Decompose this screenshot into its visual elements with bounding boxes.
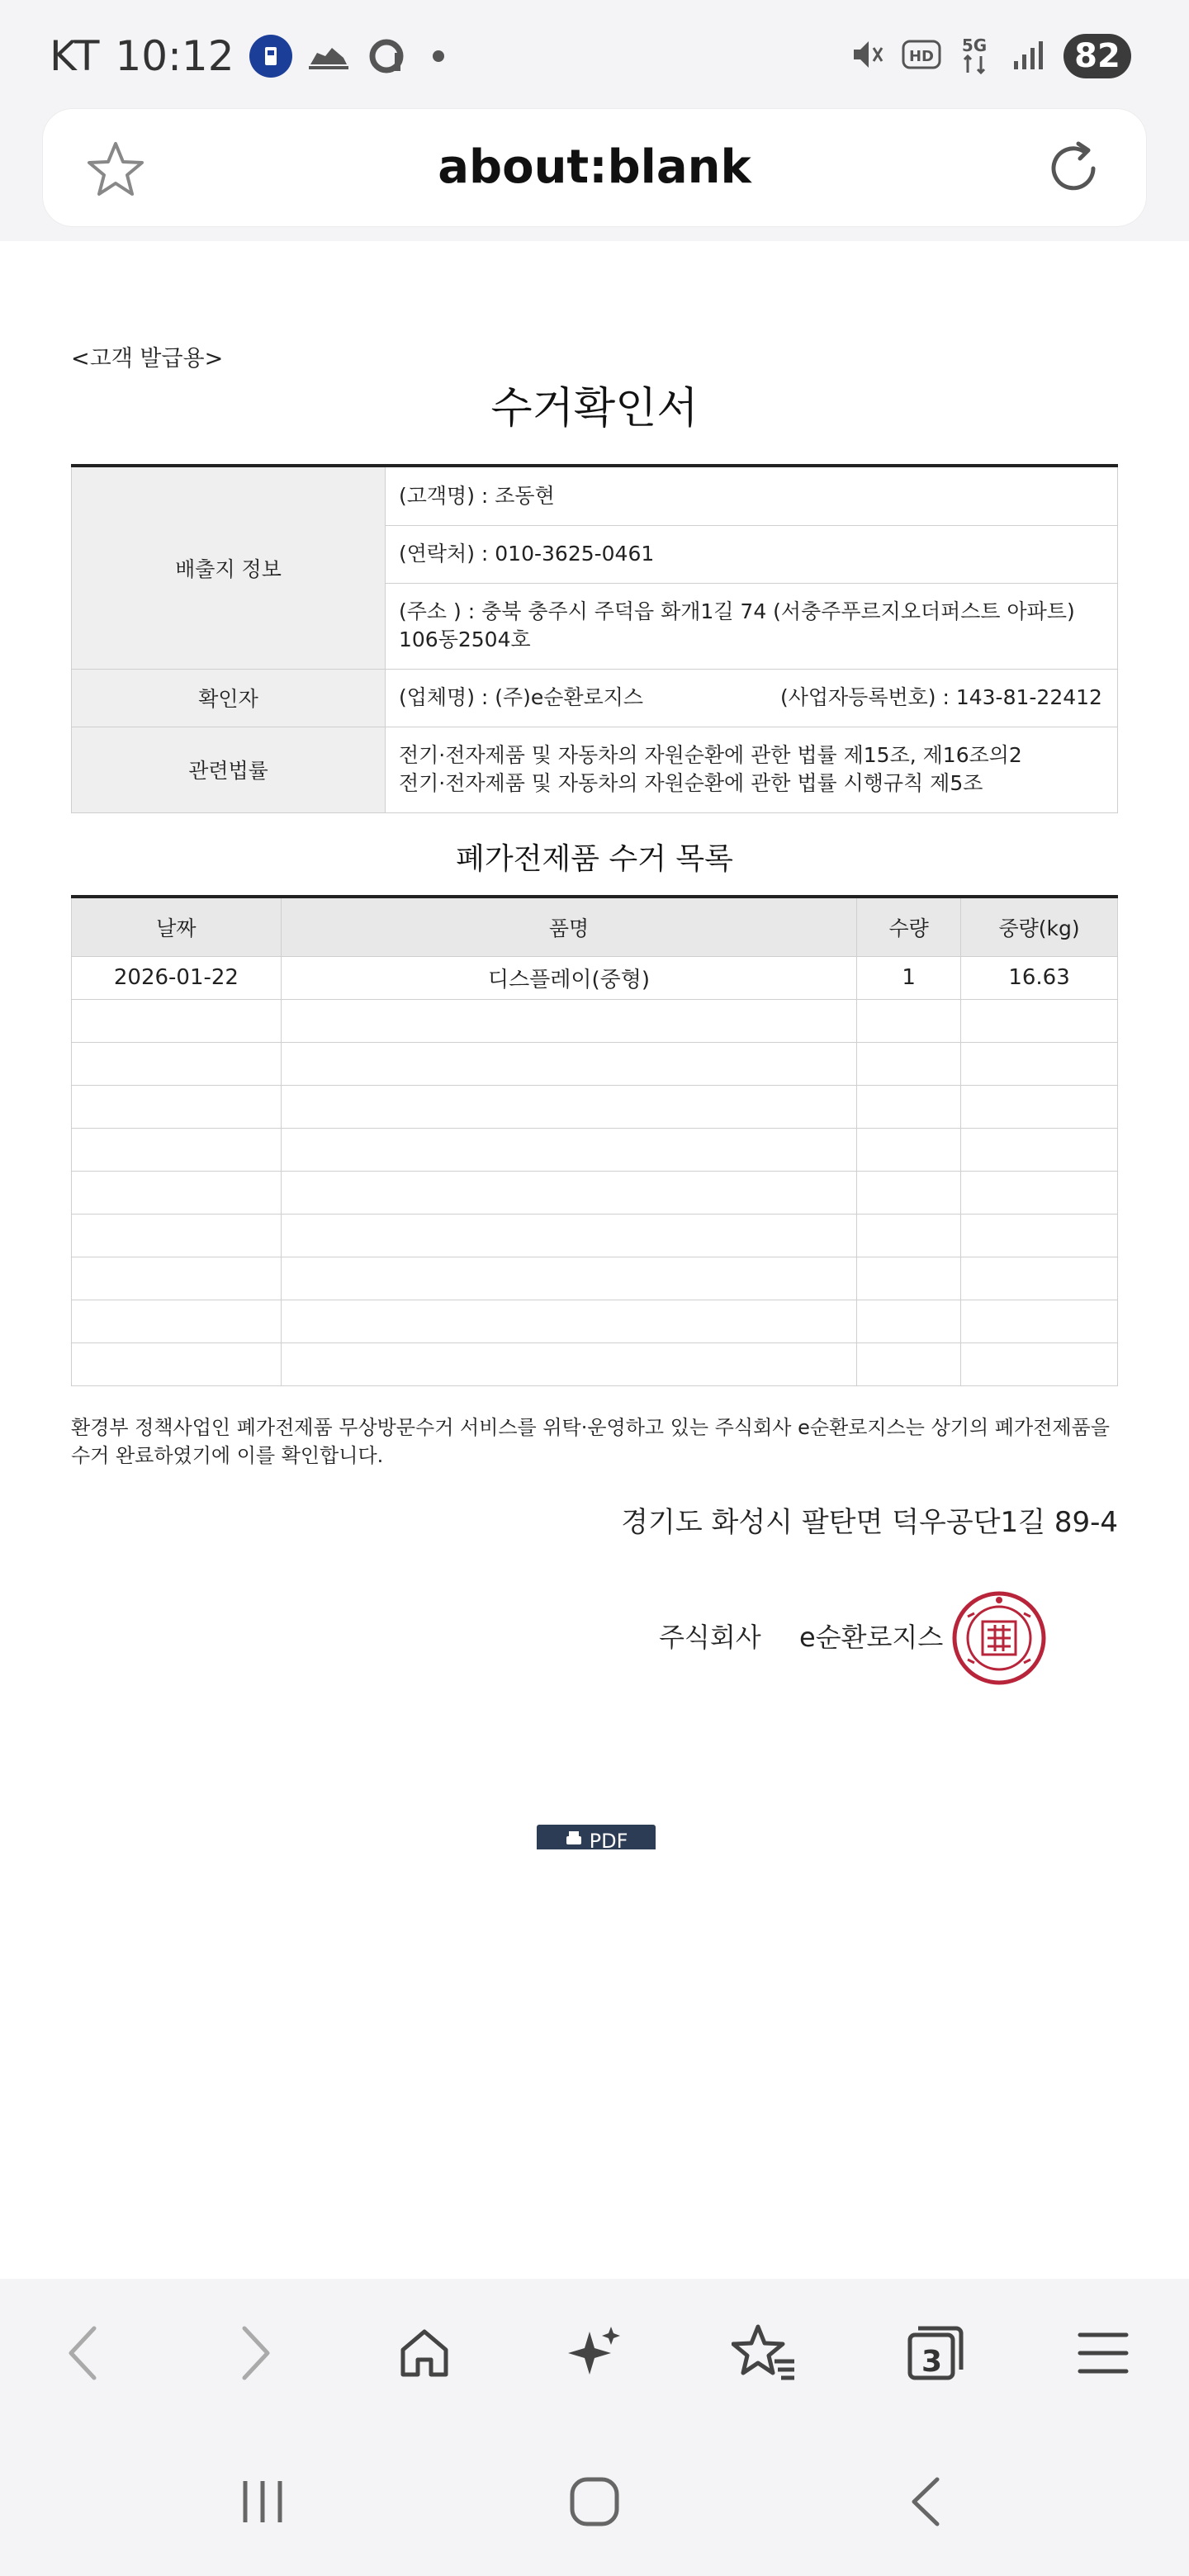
shoe-notification-icon [307, 35, 350, 78]
pdf-button-label: PDF [589, 1830, 628, 1849]
ai-sparkle-icon[interactable] [553, 2312, 636, 2394]
cell-item: 디스플레이(중형) [281, 956, 856, 999]
cell-weight [961, 1085, 1118, 1128]
customer-address [386, 583, 1118, 669]
more-notifications-dot [433, 50, 444, 62]
table-row [72, 1342, 1118, 1385]
col-quantity: 수량 [857, 897, 961, 956]
company-seal-stamp [950, 1589, 1049, 1688]
pdf-download-button[interactable] [537, 1825, 656, 1849]
cell-quantity [857, 1085, 961, 1128]
table-row [72, 1085, 1118, 1128]
cell-item [281, 999, 856, 1042]
table-row [72, 1257, 1118, 1300]
cell-weight [961, 1214, 1118, 1257]
related-law-info [386, 727, 1118, 812]
table-row [72, 1300, 1118, 1342]
cell-item [281, 1342, 856, 1385]
related-law-header: 관련법률 [72, 727, 386, 812]
table-row [72, 1128, 1118, 1171]
cell-date [72, 1042, 282, 1085]
cell-quantity [857, 1214, 961, 1257]
cell-quantity [857, 1342, 961, 1385]
address-line-1: (주소 ) : 충북 충주시 주덕읍 화개1길 74 (서충주푸르지오더퍼스트 아파트) [399, 599, 1075, 623]
cell-date: 2026-01-22 [72, 956, 282, 999]
discharge-info-table [71, 464, 1118, 813]
cell-quantity [857, 1128, 961, 1171]
cell-date [72, 1300, 282, 1342]
cell-item [281, 1128, 856, 1171]
url-text[interactable]: about:blank [438, 140, 751, 194]
5g-signal-icon [958, 33, 994, 79]
company-prefix: 주식회사 [659, 1622, 761, 1653]
cell-item [281, 1300, 856, 1342]
a-notification-icon [365, 35, 408, 78]
cell-weight [961, 999, 1118, 1042]
cell-date [72, 1342, 282, 1385]
cell-date [72, 1171, 282, 1214]
cell-item [281, 1214, 856, 1257]
document-title: 수거확인서 [490, 384, 699, 433]
address-line-2: 106동2504호 [399, 627, 531, 651]
mute-icon [849, 36, 885, 76]
battery-indicator: 82 [1063, 34, 1131, 78]
confirmer-header: 확인자 [72, 669, 386, 727]
table-row [72, 1042, 1118, 1085]
col-date: 날짜 [72, 897, 282, 956]
cell-weight [961, 1171, 1118, 1214]
reload-icon[interactable] [1039, 134, 1108, 203]
cell-weight [961, 1342, 1118, 1385]
cell-signal-icon [1011, 36, 1047, 76]
notice-line-2: 수거 완료하였기에 이를 확인합니다. [71, 1444, 384, 1467]
carrier-label: KT [50, 32, 101, 80]
svg-text:HD: HD [908, 48, 935, 65]
tab-count: 3 [921, 2345, 943, 2379]
company-address: 경기도 화성시 팔탄면 덕우공단1길 89-4 [621, 1506, 1118, 1539]
cell-quantity [857, 1257, 961, 1300]
customer-contact: (연락처) : 010-3625-0461 [386, 525, 1118, 583]
col-weight: 중량(kg) [961, 897, 1118, 956]
company-name-field: (업체명) : (주)e순환로지스 [399, 685, 644, 709]
cell-quantity [857, 1171, 961, 1214]
hd-voice-icon [902, 38, 941, 74]
cell-date [72, 1214, 282, 1257]
collection-list-table [71, 895, 1118, 1386]
confirmer-info [386, 669, 1118, 727]
cell-item [281, 1085, 856, 1128]
cell-date [72, 1128, 282, 1171]
discharge-info-header: 배출지 정보 [72, 466, 386, 669]
confirmation-notice [71, 1413, 1118, 1470]
cell-quantity: 1 [857, 956, 961, 999]
recent-apps-icon[interactable] [221, 2460, 304, 2543]
col-item: 품명 [281, 897, 856, 956]
cell-quantity [857, 999, 961, 1042]
collection-list-title: 폐가전제품 수거 목록 [456, 842, 733, 876]
business-number-field: (사업자등록번호) : 143-81-22412 [779, 685, 1102, 709]
status-bar [0, 0, 1189, 109]
notice-line-1: 환경부 정책사업인 폐가전제품 무상방문수거 서비스를 위탁·운영하고 있는 주식회사 e순환로지스는 상기의 폐가전제품을 [71, 1416, 1110, 1439]
table-row [72, 999, 1118, 1042]
menu-icon[interactable] [1062, 2312, 1144, 2394]
back-icon[interactable] [41, 2312, 124, 2394]
printer-icon [565, 1830, 583, 1848]
law-line-1: 전기·전자제품 및 자동차의 자원순환에 관한 법률 제15조, 제16조의2 [399, 743, 1022, 767]
cell-item [281, 1171, 856, 1214]
cell-quantity [857, 1300, 961, 1342]
table-row [72, 1171, 1118, 1214]
clock: 10:12 [115, 32, 234, 80]
back-nav-icon[interactable] [887, 2460, 969, 2543]
cell-weight [961, 1300, 1118, 1342]
cell-weight [961, 1042, 1118, 1085]
home-nav-icon[interactable] [553, 2460, 636, 2543]
copy-type-label: <고객 발급용> [71, 346, 224, 372]
app-notification-icon [249, 35, 292, 78]
cell-date [72, 1257, 282, 1300]
table-row [72, 956, 1118, 999]
tabs-icon[interactable] [893, 2312, 976, 2394]
cell-item [281, 1042, 856, 1085]
cell-quantity [857, 1042, 961, 1085]
cell-weight [961, 1257, 1118, 1300]
company-name: e순환로지스 [799, 1622, 944, 1653]
svg-text:5G: 5G [961, 36, 988, 55]
cell-weight: 16.63 [961, 956, 1118, 999]
forward-icon[interactable] [215, 2312, 297, 2394]
law-line-2: 전기·전자제품 및 자동차의 자원순환에 관한 법률 시행규칙 제5조 [399, 771, 983, 795]
cell-date [72, 999, 282, 1042]
cell-date [72, 1085, 282, 1128]
customer-name: (고객명) : 조동현 [386, 466, 1118, 525]
cell-weight [961, 1128, 1118, 1171]
home-icon[interactable] [383, 2312, 466, 2394]
table-row [72, 1214, 1118, 1257]
cell-item [281, 1257, 856, 1300]
bookmarks-icon[interactable] [723, 2312, 806, 2394]
